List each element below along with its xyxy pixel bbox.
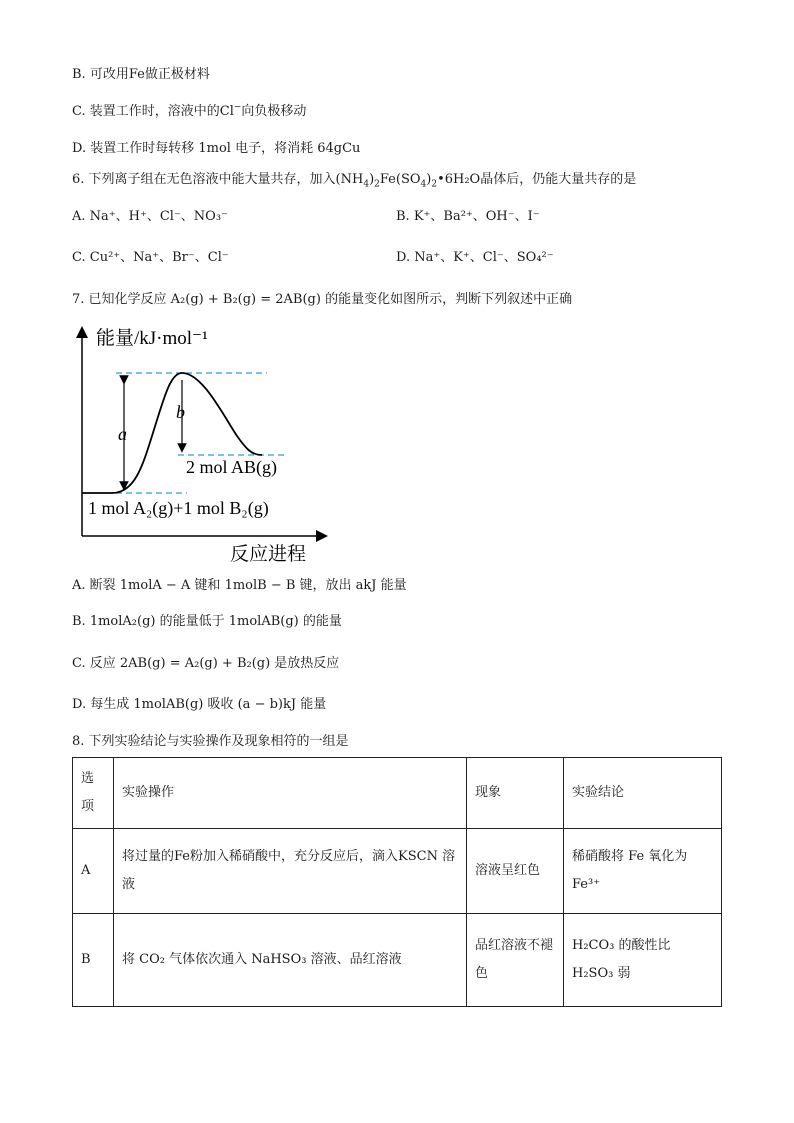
q6-stem-sub: 2 — [374, 179, 380, 190]
q6-option-d: D. Na⁺、K⁺、Cl⁻、SO₄²⁻ — [396, 250, 554, 265]
row-phenomenon: 品红溶液不褪色 — [467, 914, 564, 1007]
y-axis-label: 能量/kJ·mol⁻¹ — [96, 328, 208, 349]
q7-stem: 7. 已知化学反应 A₂(g) + B₂(g) = 2AB(g) 的能量变化如图所示，判断下列叙述中正确 — [72, 292, 573, 307]
table-row — [73, 829, 722, 914]
row-conclusion: 稀硝酸将 Fe 氧化为 Fe³⁺ — [564, 829, 722, 914]
q7-option-c: C. 反应 2AB(g) = A₂(g) + B₂(g) 是放热反应 — [72, 656, 340, 671]
row-operation: 将过量的Fe粉加入稀硝酸中，充分反应后，滴入KSCN 溶液 — [114, 829, 467, 914]
row-option: A — [73, 829, 114, 914]
q6-stem-part: •6H₂O晶体后，仍能大量共存的是 — [437, 172, 637, 187]
q7-option-b: B. 1molA₂(g) 的能量低于 1molAB(g) 的能量 — [72, 614, 342, 629]
table-row — [73, 914, 722, 1007]
row-operation: 将 CO₂ 气体依次通入 NaHSO₃ 溶液、品红溶液 — [114, 914, 467, 1007]
q6-option-c: C. Cu²⁺、Na⁺、Br⁻、Cl⁻ — [72, 250, 229, 265]
q6-stem-part: 6. 下列离子组在无色溶液中能大量共存，加入(NH — [72, 172, 364, 187]
option-c-prev-text2: 向负极移动 — [241, 104, 307, 119]
q6-option-a: A. Na⁺、H⁺、Cl⁻、NO₃⁻ — [72, 209, 228, 224]
option-c-prev — [72, 103, 306, 121]
q6-stem — [72, 171, 636, 189]
option-d-prev: D. 装置工作时每转移 1mol 电子，将消耗 64gCu — [72, 141, 361, 156]
header-option: 选项 — [73, 758, 114, 829]
q7-option-d: D. 每生成 1molAB(g) 吸收 (a − b)kJ 能量 — [72, 697, 327, 712]
q8-stem: 8. 下列实验结论与实验操作及现象相符的一组是 — [72, 734, 349, 749]
q6-stem-sub: 4 — [363, 179, 370, 190]
row-option: B — [73, 914, 114, 1007]
header-conclusion: 实验结论 — [564, 758, 722, 829]
reactants-label: 1 mol A₂(g)+1 mol B₂(g) — [88, 498, 269, 518]
q6-stem-sub: 2 — [431, 179, 438, 190]
option-b-prev: B. 可改用Fe做正极材料 — [72, 67, 210, 82]
option-c-prev-sup: − — [233, 102, 242, 113]
row-phenomenon: 溶液呈红色 — [467, 829, 564, 914]
option-c-prev-text: C. 装置工作时，溶液中的Cl — [72, 104, 234, 119]
q6-option-b: B. K⁺、Ba²⁺、OH⁻、I⁻ — [396, 209, 540, 224]
label-a: a — [118, 424, 127, 444]
x-axis-label: 反应进程 — [230, 544, 307, 565]
q7-option-a: A. 断裂 1molA − A 键和 1molB − B 键，放出 akJ 能量 — [72, 578, 407, 593]
experiment-table — [72, 757, 722, 1007]
energy-diagram — [72, 318, 332, 568]
header-phenomenon: 现象 — [467, 758, 564, 829]
row-conclusion: H₂CO₃ 的酸性比 H₂SO₃ 弱 — [564, 914, 722, 1007]
products-label: 2 mol AB(g) — [186, 457, 278, 477]
q6-stem-part: ) — [369, 172, 375, 187]
label-b: b — [176, 402, 185, 422]
q6-stem-sub: 4 — [420, 179, 427, 190]
header-operation: 实验操作 — [114, 758, 467, 829]
q6-stem-part: ) — [426, 172, 432, 187]
q6-stem-part: Fe(SO — [379, 172, 421, 187]
table-header-row — [73, 758, 722, 829]
